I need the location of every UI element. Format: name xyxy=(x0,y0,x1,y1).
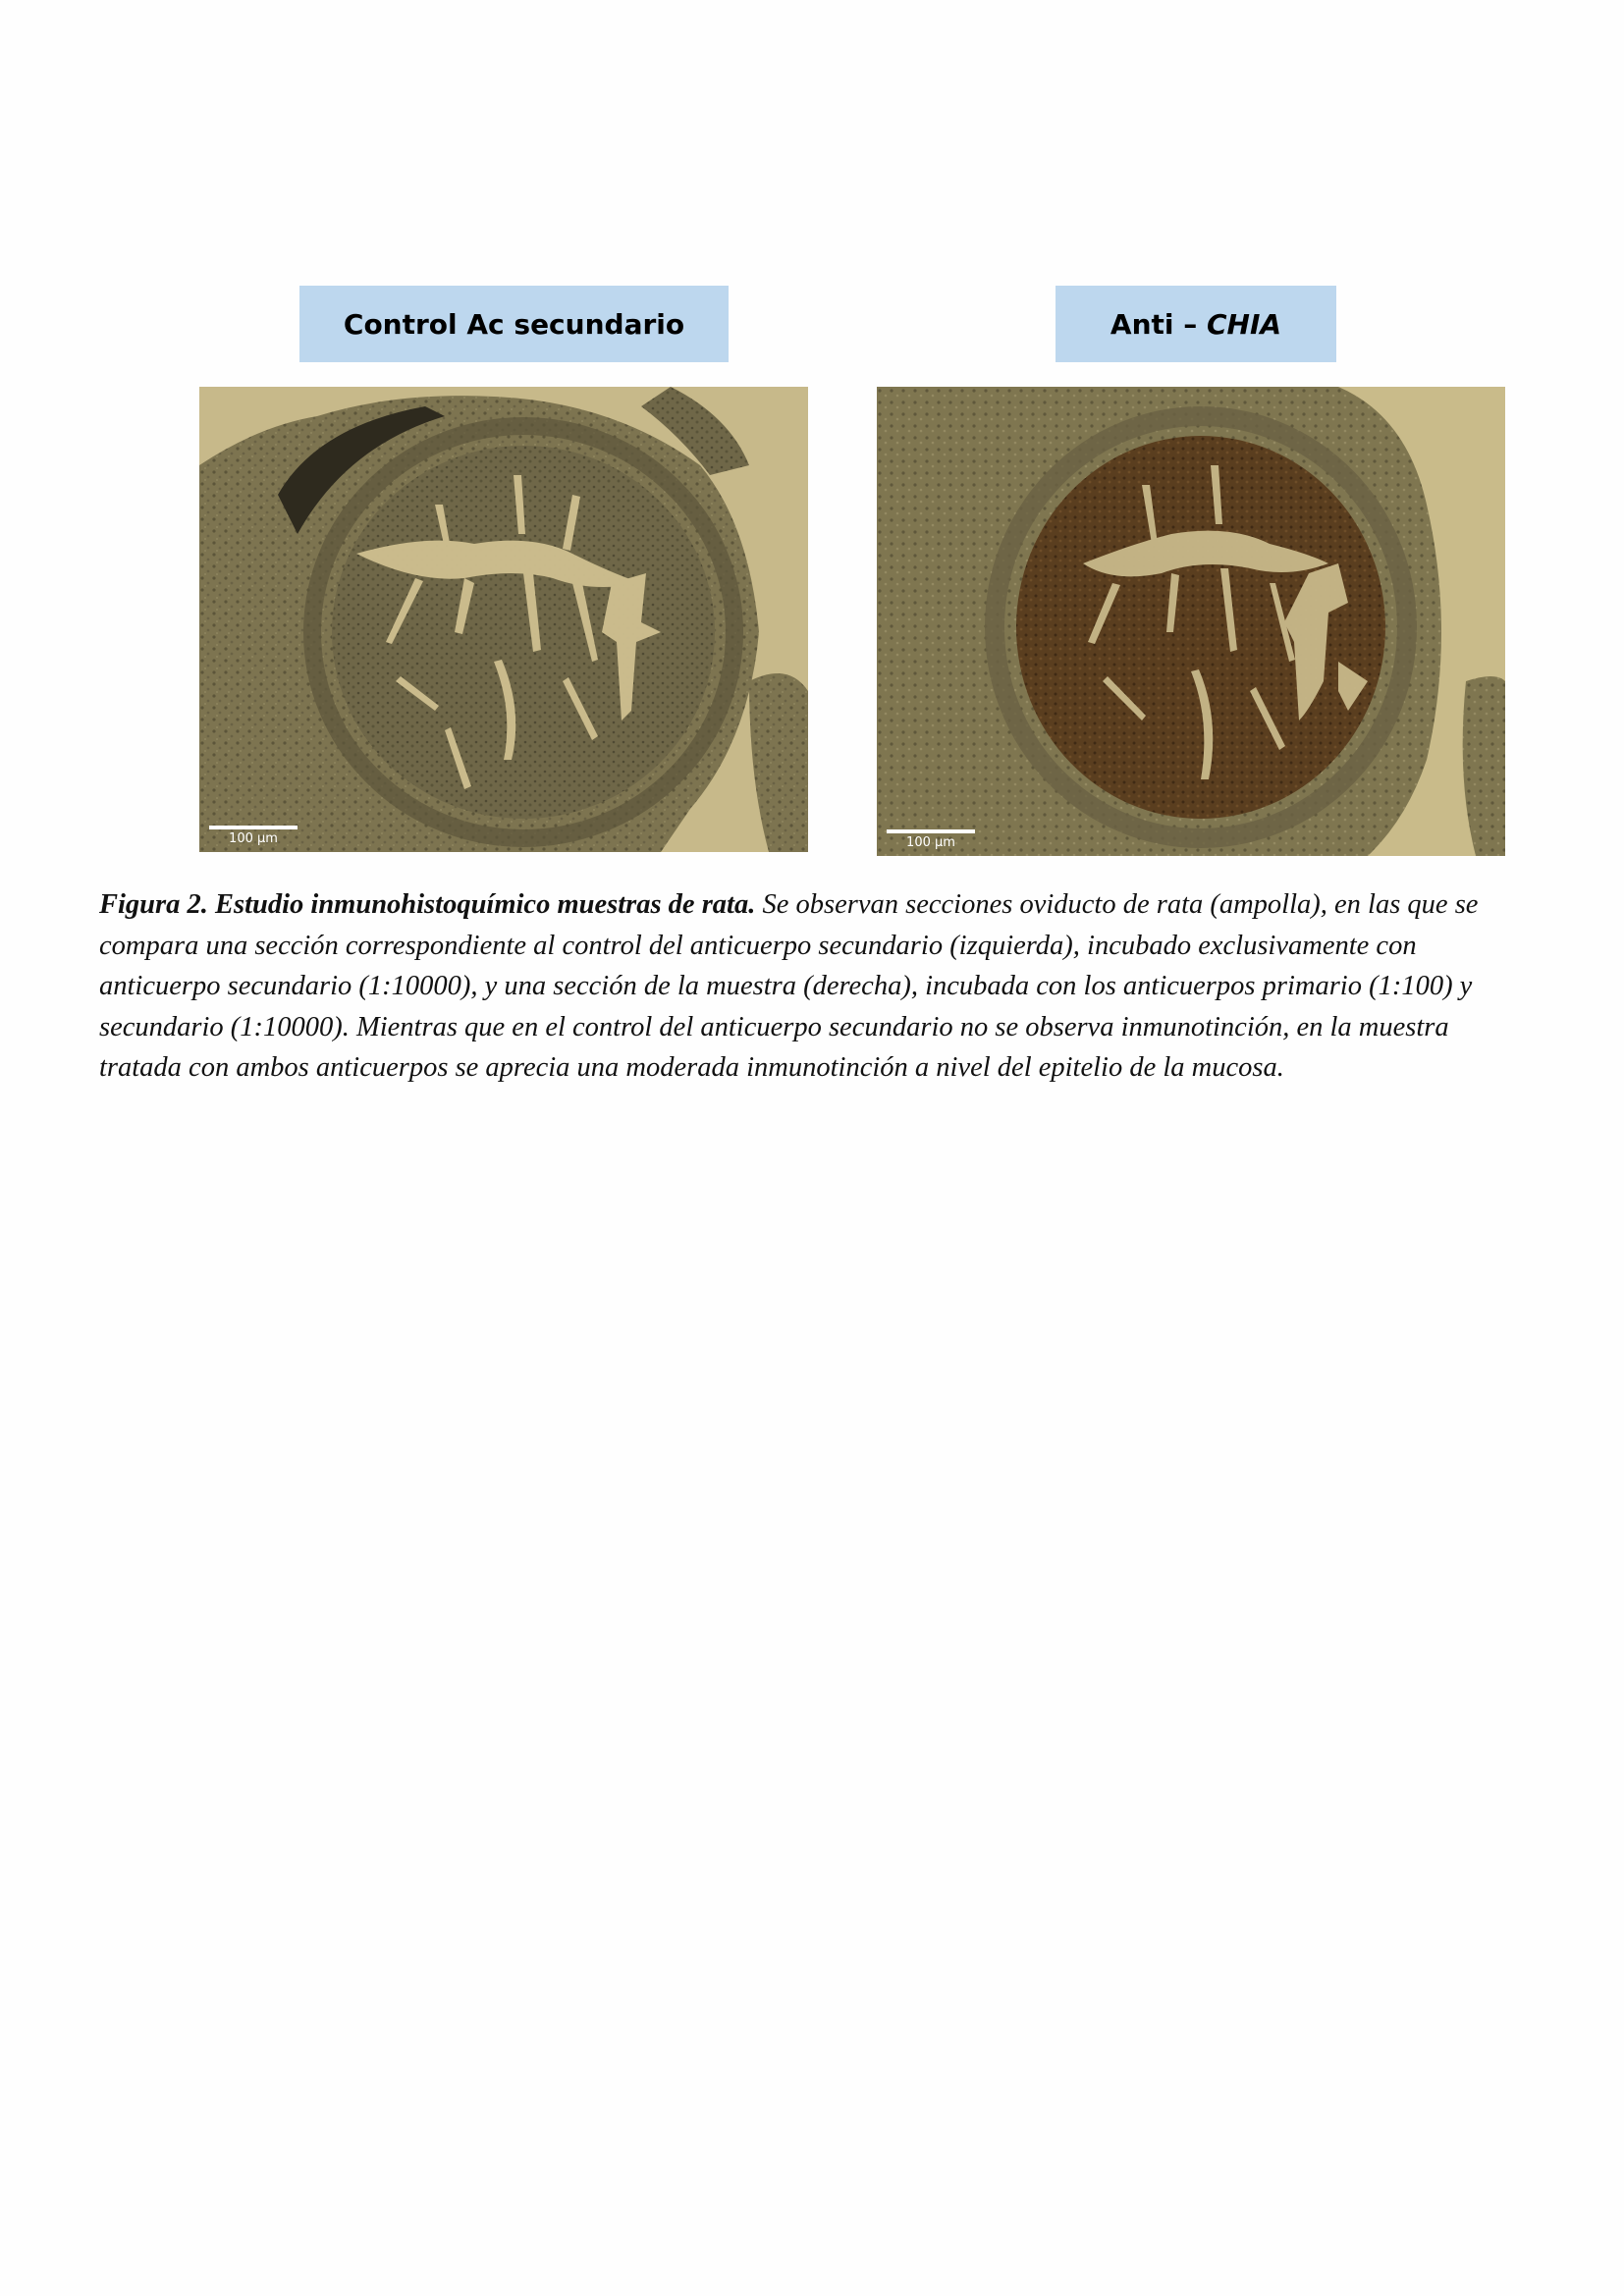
scale-bar-anti-chia xyxy=(887,829,975,850)
panel-label-control xyxy=(299,286,729,362)
scale-bar-label: 100 µm xyxy=(906,835,955,850)
micrograph-anti-chia xyxy=(877,387,1505,856)
panel-label-control-text: Control Ac secundario xyxy=(343,307,685,341)
figure-caption-text: Se observan secciones oviducto de rata (ampolla), en las que se compara una sección correspondiente al control del anticuerpo secundario (izquierda), incubado exclusivamente con anticuerpo secundario (1:10000), y una sección de la muestra (derecha), incubada con los anticuerpos primario (1:100) y secundario (1:10000). Mientras que en el control del anticuerpo secundario no se observa inmunotinción, en la muestra tratada con ambos anticuerpos se aprecia una moderada inmunotinción a nivel del epitelio de la mucosa. xyxy=(99,889,1479,1083)
micrograph-anti-chia-image xyxy=(877,387,1505,856)
figure-caption-title: Figura 2. Estudio inmunohistoquímico muestras de rata. xyxy=(99,889,756,920)
scale-bar-line xyxy=(887,829,975,833)
panel-label-anti-prefix: Anti – xyxy=(1110,307,1207,341)
panel-label-anti-chia xyxy=(1056,286,1336,362)
panel-label-gene-name: CHIA xyxy=(1207,307,1282,341)
micrograph-control xyxy=(199,387,808,852)
scale-bar-label: 100 µm xyxy=(229,831,278,846)
scale-bar-control xyxy=(209,826,298,846)
micrograph-control-image xyxy=(199,387,808,852)
figure-caption xyxy=(99,884,1533,1089)
scale-bar-line xyxy=(209,826,298,829)
